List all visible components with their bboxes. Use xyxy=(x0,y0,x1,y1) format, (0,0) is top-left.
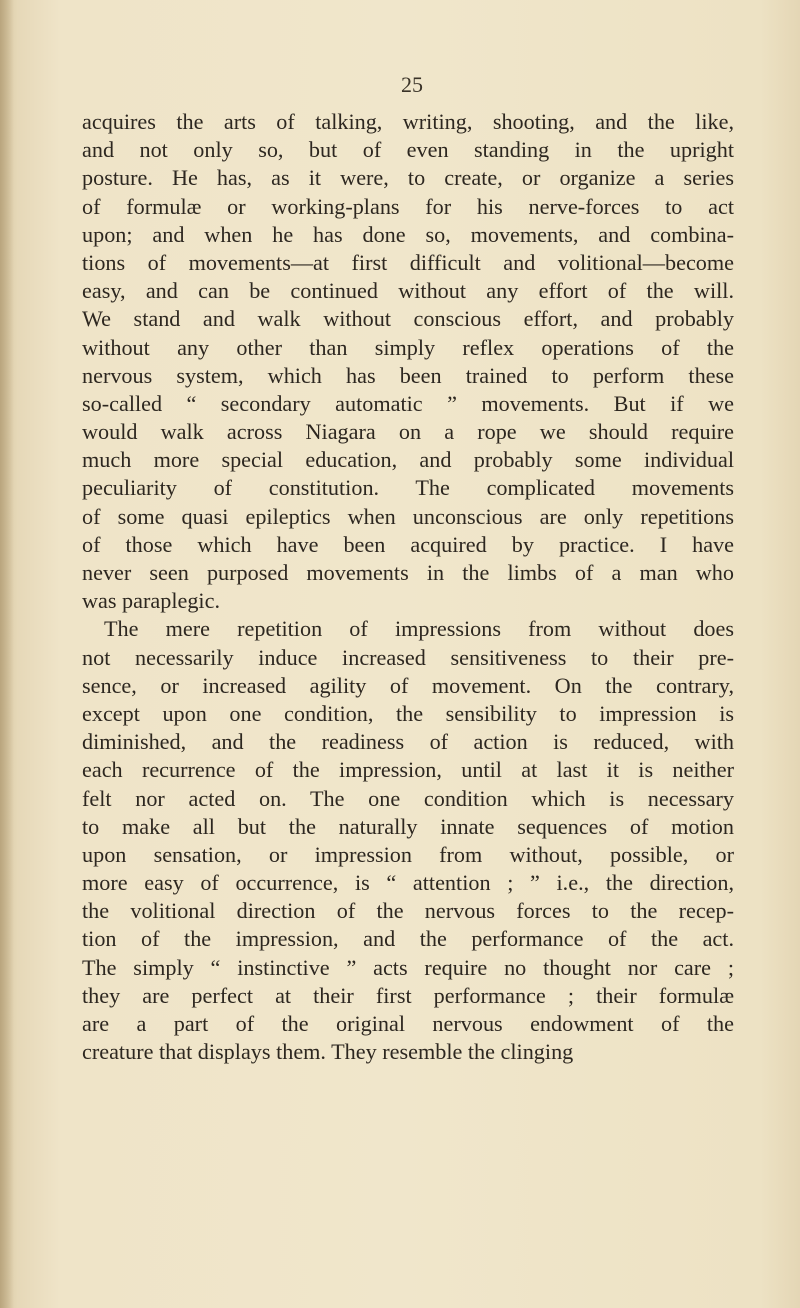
text-line: felt nor acted on. The one condition which is necessary xyxy=(82,785,734,811)
text-line: was paraplegic. xyxy=(82,588,220,614)
text-line: The simply “ instinctive ” acts require no thought nor care ; xyxy=(82,954,734,980)
text-line: We stand and walk without conscious effort, and probably xyxy=(82,306,734,332)
text-line: upon sensation, or impression from without, possible, or xyxy=(82,841,734,867)
text-line: except upon one condition, the sensibility to impression is xyxy=(82,700,734,726)
text-line: tions of movements—at first difficult and volitional—become xyxy=(82,249,734,275)
text-line: peculiarity of constitution. The complicated movements xyxy=(82,475,734,501)
text-line: so-called “ secondary automatic ” movements. But if we xyxy=(82,390,734,416)
text-line: to make all but the naturally innate sequences of motion xyxy=(82,813,734,839)
text-line: tion of the impression, and the performance of the act. xyxy=(82,926,734,952)
text-line: much more special education, and probably some individual xyxy=(82,447,734,473)
text-line: each recurrence of the impression, until at last it is neither xyxy=(82,757,734,783)
text-line: posture. He has, as it were, to create, or organize a series xyxy=(82,165,734,191)
text-line: of formulæ or working-plans for his nerve-forces to act xyxy=(82,193,734,219)
text-line: nervous system, which has been trained to perform these xyxy=(82,362,734,388)
text-line: upon; and when he has done so, movements, and combina- xyxy=(82,221,734,247)
text-line: not necessarily induce increased sensitiveness to their pre- xyxy=(82,644,734,670)
text-line: The mere repetition of impressions from without does xyxy=(104,616,734,642)
text-line: are a part of the original nervous endowment of the xyxy=(82,1011,734,1036)
text-line: more easy of occurrence, is “ attention ; ” i.e., the direction, xyxy=(82,870,734,896)
text-line: easy, and can be continued without any effort of the will. xyxy=(82,278,734,304)
text-line: of those which have been acquired by practice. I have xyxy=(82,531,734,557)
text-line: creature that displays them. They resemble the clinging xyxy=(82,1039,574,1065)
text-line: without any other than simply reflex operations of the xyxy=(82,334,734,360)
binding-shadow xyxy=(0,0,14,1308)
text-line: acquires the arts of talking, writing, shooting, and the like, xyxy=(82,109,734,134)
text-line: would walk across Niagara on a rope we should require xyxy=(82,419,734,445)
text-line: and not only so, but of even standing in the upright xyxy=(82,137,734,163)
text-line: never seen purposed movements in the limbs of a man who xyxy=(82,560,734,585)
text-line: they are perfect at their first performance ; their formulæ xyxy=(82,982,734,1008)
text-line: the volitional direction of the nervous forces to the recep- xyxy=(82,898,734,924)
text-line: diminished, and the readiness of action is reduced, with xyxy=(82,729,734,755)
body-text xyxy=(82,108,734,1066)
page-number: 25 xyxy=(401,72,423,97)
text-line: sence, or increased agility of movement. On the contrary, xyxy=(82,672,734,698)
text-line: of some quasi epileptics when unconscious are only repetitions xyxy=(82,503,734,529)
